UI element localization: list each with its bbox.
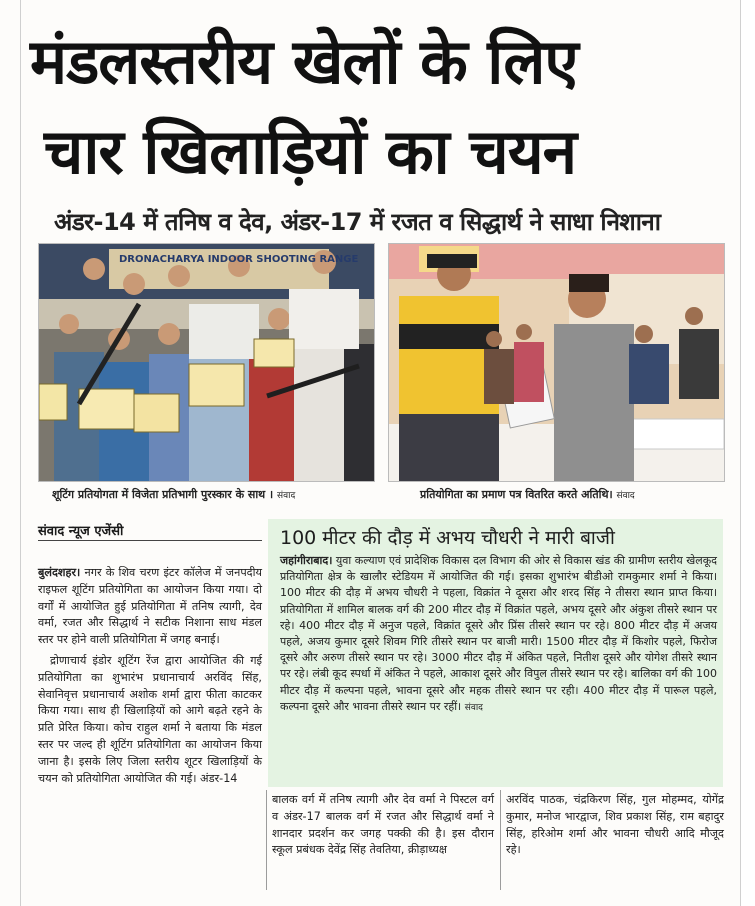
- photo-certificate-distribution: [388, 243, 725, 482]
- article1-paragraph-2: द्रोणाचार्य इंडोर शूटिंग रेंज द्वारा आयोजित की गई प्रतियोगिता का शुभारंभ प्रधानाचार्य अरविंद सिंह, सेवानिवृत्त प्रधानाचार्य अशोक शर्मा द्वारा फीता काटकर किया गया। साथ ही खिलाड़ियों को आगे बढ़ते रहने के प्रति प्रेरित किया। कोच राहुल शर्मा ने बताया कि मंडल स्तर पर जल्द ही शूटिंग प्रतियोगिता का आयोजन किया जाना है। इसके लिए जिला स्तरीय शूटर खिलाड़ियों के चयन को प्रतियोगिता आयोजित की गई। अंडर-14: [38, 653, 262, 785]
- photo-caption-right: [420, 487, 635, 502]
- photo-caption-left-source: संवाद: [277, 491, 296, 501]
- agency-byline-rule: [38, 540, 262, 541]
- agency-byline: संवाद न्यूज एजेंसी: [38, 524, 124, 539]
- article1-dateline: बुलंदशहर।: [38, 566, 81, 579]
- article2-source: संवाद: [464, 702, 483, 713]
- photo-caption-left-text: शूटिंग प्रतियोगता में विजेता प्रतिभागी पुरस्कार के साथ ।: [52, 488, 274, 501]
- article1-column1: [38, 565, 262, 787]
- main-headline-line2: चार खिलाड़ियों का चयन: [44, 115, 577, 188]
- photo-certificate-distribution-image: [389, 244, 724, 481]
- photo-shooting-winners: [38, 243, 375, 482]
- photo-banner-text: DRONACHARYA INDOOR SHOOTING RANGE: [119, 254, 359, 265]
- article1-column3: अरविंद पाठक, चंद्रकिरण सिंह, गुल मोहम्मद, योगेंद्र कुमार, मनोज भारद्वाज, शिव प्रकाश सिंह, राम बहादुर सिंह, हरिओम शर्मा और भावना चौधरी आदि मौजूद रहे।: [506, 793, 724, 857]
- photo-shooting-winners-image: [39, 244, 374, 481]
- adjacent-page-edge: [740, 0, 755, 906]
- article2-headline: 100 मीटर की दौड़ में अभय चौधरी ने मारी बाजी: [280, 527, 615, 549]
- page-margin-rule: [20, 0, 21, 906]
- article1-paragraph-1-text: नगर के शिव चरण इंटर कॉलेज में जनपदीय राइफल शूटिंग प्रतियोगिता का आयोजन किया गया। दो वर्गों में आयोजित हुई प्रतियोगिता में तनिष त्यागी, देव वर्मा, रजत और सिद्धार्थ ने सटीक निशाना साध मंडल स्तर पर होने वाली प्रतियोगिता में जगह बनाई।: [38, 566, 262, 647]
- photo-caption-left: [52, 487, 295, 502]
- photo-caption-right-text: प्रतियोगिता का प्रमाण पत्र वितरित करते अतिथि।: [420, 488, 613, 501]
- article1-paragraph-1: [38, 565, 262, 649]
- article2-dateline: जहांगीराबाद।: [280, 554, 333, 567]
- article2-body: [280, 553, 717, 716]
- column-divider-2: [500, 790, 501, 890]
- article1-column2: बालक वर्ग में तनिष त्यागी और देव वर्मा ने पिस्टल वर्ग व अंडर-17 बालक वर्ग में रजत और सिद्धार्थ वर्मा ने शानदार प्रदर्शन कर जगह पक्की की है। इस दौरान स्कूल प्रबंधक देवेंद्र सिंह तेवतिया, क्रीड़ाध्यक्ष: [272, 793, 494, 857]
- column-divider-1: [266, 790, 267, 890]
- photo-caption-right-source: संवाद: [616, 491, 635, 501]
- article2-body-text: युवा कल्याण एवं प्रादेशिक विकास दल विभाग की ओर से विकास खंड की ग्रामीण स्तरीय खेलकूद प्रतियोगिता क्षेत्र के खालौर स्टेडियम में आयोजित की गई। इसका शुभारंभ बीडीओ रामकुमार शर्मा ने किया। 100 मीटर की दौड़ में अभय चौधरी ने पहला, विक्रांत ने दूसरा और शरद सिंह ने तीसरा स्थान प्राप्त किया। प्रतियोगिता में शामिल बालक वर्ग की 200 मीटर दौड़ में विक्रांत पहले, अभय दूसरे और अंकुश तीसरे स्थान पर रहे। 400 मीटर दौड़ में अनुज पहले, विक्रांत दूसरे और प्रिंस तीसरे स्थान पर रहे। 800 मीटर दौड़ में अजय पहले, अजय कुमार दूसरे शिवम गिरि तीसरे स्थान पर बाजी मारी। 1500 मीटर दौड़ में किशोर पहले, फिरोज दूसरे और अरुण तीसरे स्थान पर रहे। 3000 मीटर दौड़ में अंकित पहले, नितीश दूसरे और योगेश तीसरे स्थान पर रहे। लंबी कूद स्पर्धा में अंकित ने पहले, आकाश दूसरे और विपुल तीसरे स्थान पर रहे। बालिका वर्ग की 100 मीटर दौड़ में कल्पना पहले, भावना दूसरे और महक तीसरे स्थान पर रही। 400 मीटर दौड़ में पारूल पहले, कल्पना दूसरे और भावना तीसरे स्थान पर रहीं।: [280, 554, 717, 713]
- main-headline-line1: मंडलस्तरीय खेलों के लिए: [30, 25, 578, 98]
- sub-headline: अंडर-14 में तनिष व देव, अंडर-17 में रजत व सिद्धार्थ ने साधा निशाना: [54, 208, 661, 236]
